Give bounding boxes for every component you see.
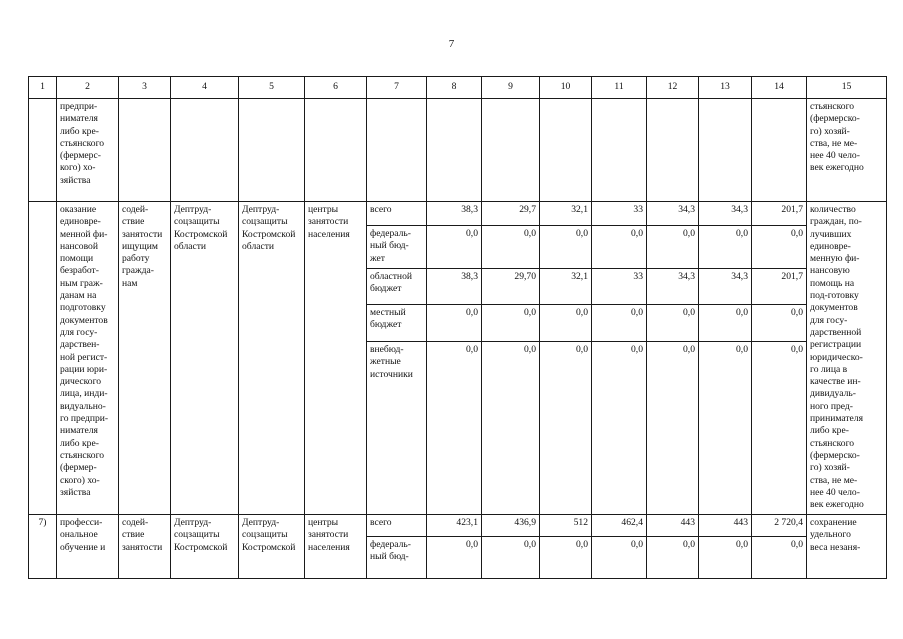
value-cell: 33 xyxy=(592,202,647,226)
task: содей- ствие занятости xyxy=(119,515,171,579)
column-header: 5 xyxy=(239,77,305,99)
cell xyxy=(592,99,647,202)
value-cell: 32,1 xyxy=(540,269,592,305)
column-header: 11 xyxy=(592,77,647,99)
cell xyxy=(367,99,427,202)
measure-name: професси- ональное обучение и xyxy=(57,515,119,579)
value-cell: 34,3 xyxy=(699,269,752,305)
cell xyxy=(752,99,807,202)
page-number: 7 xyxy=(448,38,455,50)
column-header: 6 xyxy=(305,77,367,99)
header-row xyxy=(29,77,887,99)
column-header: 10 xyxy=(540,77,592,99)
participants: центры занятости населения xyxy=(305,515,367,579)
value-cell: 436,9 xyxy=(482,515,540,537)
value-cell: 0,0 xyxy=(540,305,592,342)
value-cell: 0,0 xyxy=(647,305,699,342)
value-cell: 0,0 xyxy=(482,305,540,342)
value-cell: 0,0 xyxy=(427,226,482,269)
funding-source: внебюд- жетные источники xyxy=(367,342,427,515)
cell xyxy=(305,99,367,202)
value-cell: 0,0 xyxy=(427,342,482,515)
value-cell: 0,0 xyxy=(699,226,752,269)
value-cell: 0,0 xyxy=(752,342,807,515)
value-cell: 0,0 xyxy=(752,537,807,579)
target-indicator: количество граждан, по- лучивших единовре- менную фи- нансовую помощь на под-готовку документов для госу- дарственной регистрации юридическо- го лица в качестве ин- дивидуаль- ного пред- принимателя либо кре- стьянского (фермерско- го) хозяй- ства, не ме- нее 40 чело- век ежегодно xyxy=(807,202,887,515)
column-header: 4 xyxy=(171,77,239,99)
value-cell: 0,0 xyxy=(699,342,752,515)
value-cell: 0,0 xyxy=(699,305,752,342)
column-header: 15 xyxy=(807,77,887,99)
responsible-executor: Дептруд- соцзащиты Костромской области xyxy=(171,202,239,515)
cell xyxy=(427,99,482,202)
column-header: 13 xyxy=(699,77,752,99)
value-cell: 0,0 xyxy=(752,305,807,342)
value-cell: 29,7 xyxy=(482,202,540,226)
value-cell: 0,0 xyxy=(482,342,540,515)
column-header: 12 xyxy=(647,77,699,99)
indicator-continued: стьянского (фермерско- го) хозяй- ства, не ме- нее 40 чело- век ежегодно xyxy=(807,99,887,202)
value-cell: 443 xyxy=(647,515,699,537)
cell xyxy=(171,99,239,202)
value-cell: 38,3 xyxy=(427,269,482,305)
column-header: 8 xyxy=(427,77,482,99)
task: содей- ствие занятости ищущим работу граждa- нам xyxy=(119,202,171,515)
value-cell: 0,0 xyxy=(592,226,647,269)
value-cell: 201,7 xyxy=(752,269,807,305)
table-row xyxy=(29,202,887,226)
column-header: 3 xyxy=(119,77,171,99)
budget-table xyxy=(28,76,887,579)
participants: центры занятости населения xyxy=(305,202,367,515)
column-header: 7 xyxy=(367,77,427,99)
funding-source: всего xyxy=(367,202,427,226)
funding-source: местный бюджет xyxy=(367,305,427,342)
value-cell: 0,0 xyxy=(540,537,592,579)
co-executor: Дептруд- соцзащиты Костромской области xyxy=(239,202,305,515)
continuation-row xyxy=(29,99,887,202)
column-header: 14 xyxy=(752,77,807,99)
item-number xyxy=(29,202,57,515)
value-cell: 0,0 xyxy=(427,305,482,342)
value-cell: 201,7 xyxy=(752,202,807,226)
cell xyxy=(540,99,592,202)
value-cell: 0,0 xyxy=(482,226,540,269)
funding-source: областной бюджет xyxy=(367,269,427,305)
value-cell: 29,70 xyxy=(482,269,540,305)
cell xyxy=(29,99,57,202)
value-cell: 0,0 xyxy=(482,537,540,579)
co-executor: Дептруд- соцзащиты Костромской xyxy=(239,515,305,579)
value-cell: 0,0 xyxy=(592,342,647,515)
value-cell: 512 xyxy=(540,515,592,537)
cell xyxy=(699,99,752,202)
cell xyxy=(482,99,540,202)
value-cell: 0,0 xyxy=(647,537,699,579)
funding-source: федераль- ный бюд- xyxy=(367,537,427,579)
value-cell: 33 xyxy=(592,269,647,305)
value-cell: 0,0 xyxy=(540,226,592,269)
value-cell: 443 xyxy=(699,515,752,537)
value-cell: 32,1 xyxy=(540,202,592,226)
target-indicator: сохранение удельного веса незаня- xyxy=(807,515,887,579)
table-row xyxy=(29,515,887,537)
measure-name-continued: предпри- нимателя либо кре- стьянского (фермерс- кого) хо- зяйства xyxy=(57,99,119,202)
value-cell: 34,3 xyxy=(647,269,699,305)
value-cell: 34,3 xyxy=(699,202,752,226)
value-cell: 0,0 xyxy=(647,226,699,269)
item-number: 7) xyxy=(29,515,57,579)
funding-source: федераль- ный бюд- жет xyxy=(367,226,427,269)
column-header: 1 xyxy=(29,77,57,99)
column-header: 2 xyxy=(57,77,119,99)
value-cell: 0,0 xyxy=(752,226,807,269)
value-cell: 0,0 xyxy=(427,537,482,579)
cell xyxy=(119,99,171,202)
column-header: 9 xyxy=(482,77,540,99)
value-cell: 0,0 xyxy=(699,537,752,579)
cell xyxy=(647,99,699,202)
value-cell: 38,3 xyxy=(427,202,482,226)
responsible-executor: Дептруд- соцзащиты Костромской xyxy=(171,515,239,579)
measure-name: оказание единовре- менной фи- нансовой помощи безработ- ным граж- данам на подготовку документов для госу- дарствен- ной регист- рации юри- дического лица, инди- видуально- го предпри- нимателя либо кре- стьянского (фермер- ского) хо- зяйства xyxy=(57,202,119,515)
value-cell: 462,4 xyxy=(592,515,647,537)
funding-source: всего xyxy=(367,515,427,537)
value-cell: 0,0 xyxy=(592,305,647,342)
value-cell: 0,0 xyxy=(647,342,699,515)
value-cell: 34,3 xyxy=(647,202,699,226)
value-cell: 0,0 xyxy=(592,537,647,579)
value-cell: 0,0 xyxy=(540,342,592,515)
cell xyxy=(239,99,305,202)
value-cell: 423,1 xyxy=(427,515,482,537)
value-cell: 2 720,4 xyxy=(752,515,807,537)
